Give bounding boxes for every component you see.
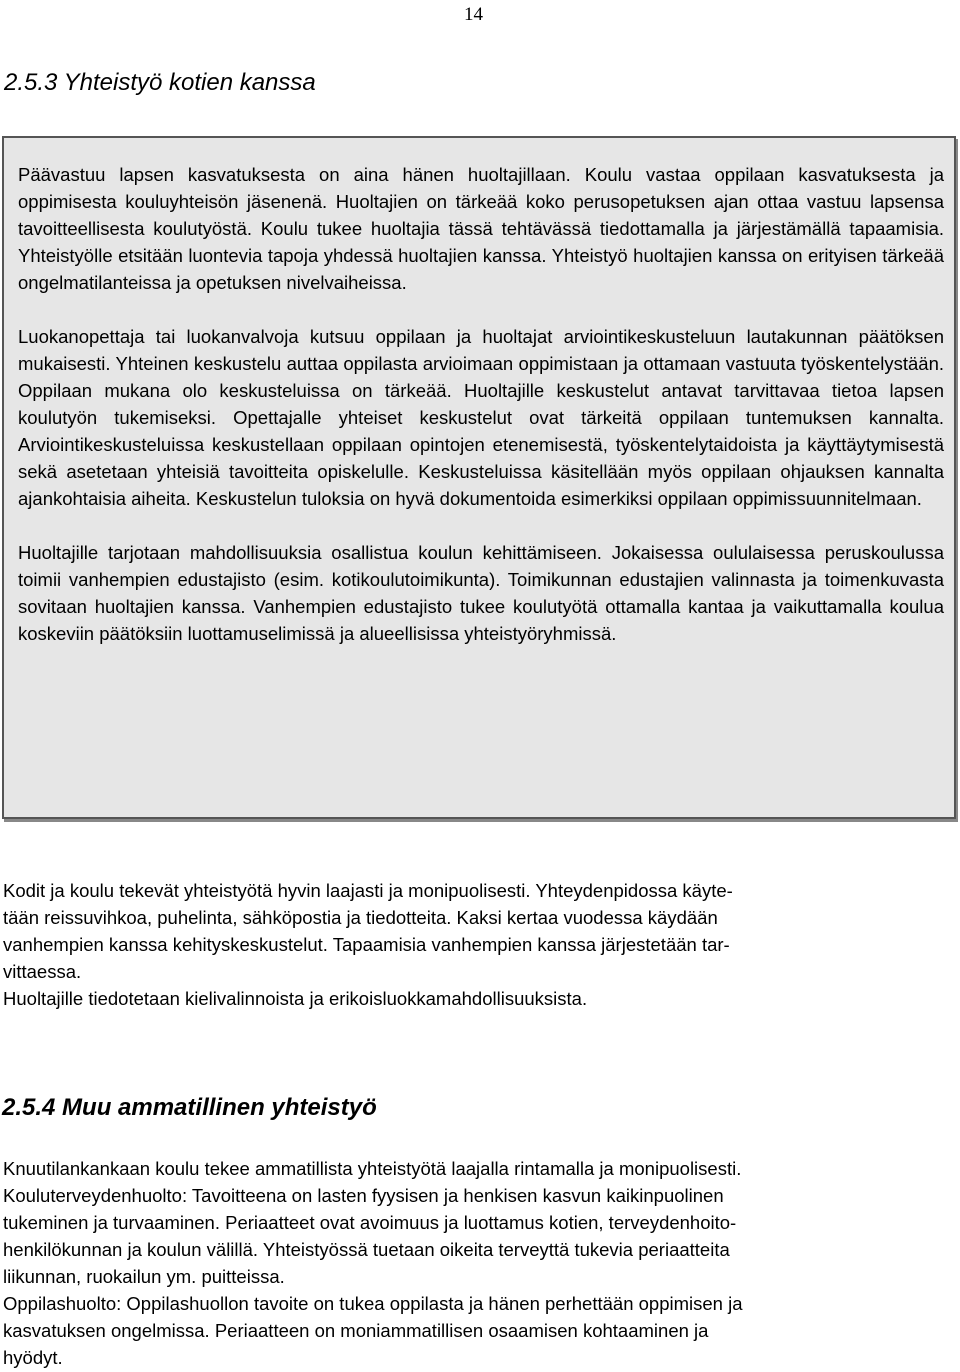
text-line: henkilökunnan ja koulun välillä. Yhteistyössä tuetaan oikeita terveyttä tukevia periaatteita bbox=[3, 1239, 730, 1260]
professional-cooperation-text bbox=[3, 1155, 945, 1371]
text-line: Kodit ja koulu tekevät yhteistyötä hyvin laajasti ja monipuolisesti. Yhteydenpidossa käyte- bbox=[3, 880, 733, 901]
box-paragraph-responsibility: Päävastuu lapsen kasvatuksesta on aina hänen huoltajillaan. Koulu vastaa oppilaan kasvatuksesta ja oppimisesta kouluyhteisön jäsenenä. Huoltajien on tärkeää koko perusopetuksen ajan ottaa vastuu lapsensa tavoitteellisesta koulutyöstä. Koulu tukee huoltajia tässä tehtävässä tiedottamalla ja järjestämällä tapaamisia. Yhteistyölle etsitään luontevia tapoja yhdessä huoltajien kanssa. Yhteistyö huoltajien kanssa on erityisen tärkeää ongelmatilanteissa ja opetuksen nivelvaiheissa. bbox=[18, 164, 944, 293]
box-paragraph-parent-participation: Huoltajille tarjotaan mahdollisuuksia osallistua koulun kehittämiseen. Jokaisessa oululaisessa peruskoulussa toimii vanhempien edustajisto (esim. kotikoulutoimikunta). Toimikunnan edustajien valinnasta ja toimenkuvasta sovitaan huoltajien kanssa. Vanhempien edustajisto tukee koulutyötä ottamalla kantaa ja vaikuttamalla koulua koskeviin päätöksiin luottamuselimissä ja alueellisissa yhteistyöryhmissä. bbox=[18, 542, 944, 644]
text-line: kasvatuksen ongelmissa. Periaatteen on moniammatillisen osaamisen kohtaaminen ja bbox=[3, 1320, 709, 1341]
text-line: Huoltajille tiedotetaan kielivalinnoista ja erikoisluokkamahdollisuuksista. bbox=[3, 988, 588, 1009]
home-cooperation-text bbox=[3, 877, 945, 1012]
page-number: 14 bbox=[464, 4, 483, 25]
text-line: Kouluterveydenhuolto: Tavoitteena on lasten fyysisen ja henkisen kasvun kaikinpuolinen bbox=[3, 1185, 724, 1206]
text-line: vittaessa. bbox=[3, 961, 82, 982]
text-line: liikunnan, ruokailun ym. puitteissa. bbox=[3, 1266, 285, 1287]
section-heading-2-5-4: 2.5.4 Muu ammatillinen yhteistyö bbox=[2, 1094, 377, 1121]
shaded-info-box bbox=[2, 136, 956, 819]
text-line: tukeminen ja turvaaminen. Periaatteet ovat avoimuus ja luottamus kotien, terveydenhoito- bbox=[3, 1212, 737, 1233]
text-line: Oppilashuolto: Oppilashuollon tavoite on tukea oppilasta ja hänen perhettään oppimisen ja bbox=[3, 1293, 743, 1314]
text-line: Knuutilankankaan koulu tekee ammatillista yhteistyötä laajalla rintamalla ja monipuolisesti. bbox=[3, 1158, 742, 1179]
text-line: vanhempien kanssa kehityskeskustelut. Tapaamisia vanhempien kanssa järjestetään tar- bbox=[3, 934, 730, 955]
text-line: tään reissuvihkoa, puhelinta, sähköpostia ja tiedotteita. Kaksi kertaa vuodessa käydään bbox=[3, 907, 718, 928]
box-paragraph-assessment-discussions: Luokanopettaja tai luokanvalvoja kutsuu oppilaan ja huoltajat arviointikeskusteluun lautakunnan päätöksen mukaisesti. Yhteinen keskustelu auttaa oppilasta arvioimaan oppimistaan ja ottamaan vastuuta työskentelystään. Oppilaan mukana olo keskusteluissa on tärkeää. Huoltajille keskustelut antavat tarvittavaa tietoa lapsen koulutyön tukemiseksi. Opettajalle yhteiset keskustelut ovat tärkeitä oppilaan tuntemuksen kannalta. Arviointikeskusteluissa keskustellaan oppilaan opintojen etenemisestä, työskentelytaidoista ja käyttäytymisestä sekä asetetaan yhteisiä tavoitteita opiskelulle. Keskusteluissa käsitellään myös oppilaan ohjauksen kannalta ajankohtaisia aiheita. Keskustelun tuloksia on hyvä dokumentoida esimerkiksi oppilaan oppimissuunnitelmaan. bbox=[18, 326, 944, 509]
section-heading-2-5-3: 2.5.3 Yhteistyö kotien kanssa bbox=[4, 69, 316, 96]
text-line: hyödyt. bbox=[3, 1347, 63, 1368]
